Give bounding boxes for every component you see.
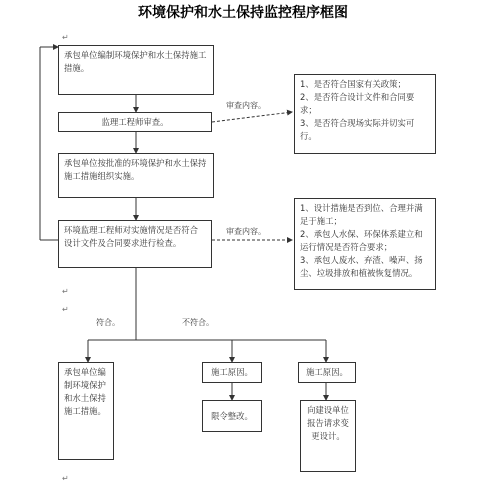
node-text: 环境监理工程师对实施情况是否符合设计文件及合同要求进行检查。 xyxy=(64,225,198,248)
node-contractor-implement xyxy=(58,153,214,198)
label-fail: 不符合。 xyxy=(182,318,214,327)
node-request-change xyxy=(300,400,356,472)
criteria-item: 2、是否符合设计文件和合同要求； xyxy=(300,92,415,115)
review-criteria-1 xyxy=(294,74,436,154)
node-rectify xyxy=(202,400,262,432)
node-text: 监理工程师审查。 xyxy=(101,116,169,127)
criteria-item: 1、设计措施是否到位、合理并满足于施工； xyxy=(300,203,423,226)
criteria-item: 1、是否符合国家有关政策； xyxy=(300,79,406,89)
node-text: 施工原因。 xyxy=(306,367,348,377)
review-criteria-2 xyxy=(294,198,436,290)
paragraph-mark: ↵ xyxy=(62,305,69,314)
label-pass: 符合。 xyxy=(96,318,120,327)
node-construction-cause-1 xyxy=(202,362,262,383)
node-text: 承包单位编制环境保护和水土保持施工措施。 xyxy=(64,367,106,416)
node-text: 限令整改。 xyxy=(211,410,253,421)
node-text: 向建设单位报告请求变更设计。 xyxy=(307,405,349,441)
paragraph-mark: ↵ xyxy=(62,33,69,42)
arrow-n2-r1 xyxy=(212,112,292,122)
criteria-item: 3、承包人废水、弃渣、噪声、扬尘、垃圾排放和植被恢复情况。 xyxy=(300,255,423,278)
paragraph-mark: ↵ xyxy=(62,287,69,296)
node-text: 承包单位编制环境保护和水土保持施工措施。 xyxy=(64,50,207,73)
page-title: 环境保护和水土保持监控程序框图 xyxy=(138,5,348,21)
label-review-content-2: 审查内容。 xyxy=(226,227,266,236)
criteria-item: 3、是否符合现场实际并切实可行。 xyxy=(300,118,415,141)
node-construction-cause-2 xyxy=(298,362,356,383)
node-supervisor-review xyxy=(58,112,212,132)
node-text: 施工原因。 xyxy=(211,367,253,377)
criteria-item: 2、承包人水保、环保体系建立和运行情况是否符合要求； xyxy=(300,229,423,252)
label-review-content-1: 审查内容。 xyxy=(226,101,266,110)
node-bottom-contractor xyxy=(58,362,114,460)
node-contractor-prepare xyxy=(58,45,214,95)
node-text: 承包单位按批准的环境保护和水土保持施工措施组织实施。 xyxy=(64,158,207,181)
node-env-inspection xyxy=(58,220,212,268)
paragraph-mark: ↵ xyxy=(62,474,69,483)
